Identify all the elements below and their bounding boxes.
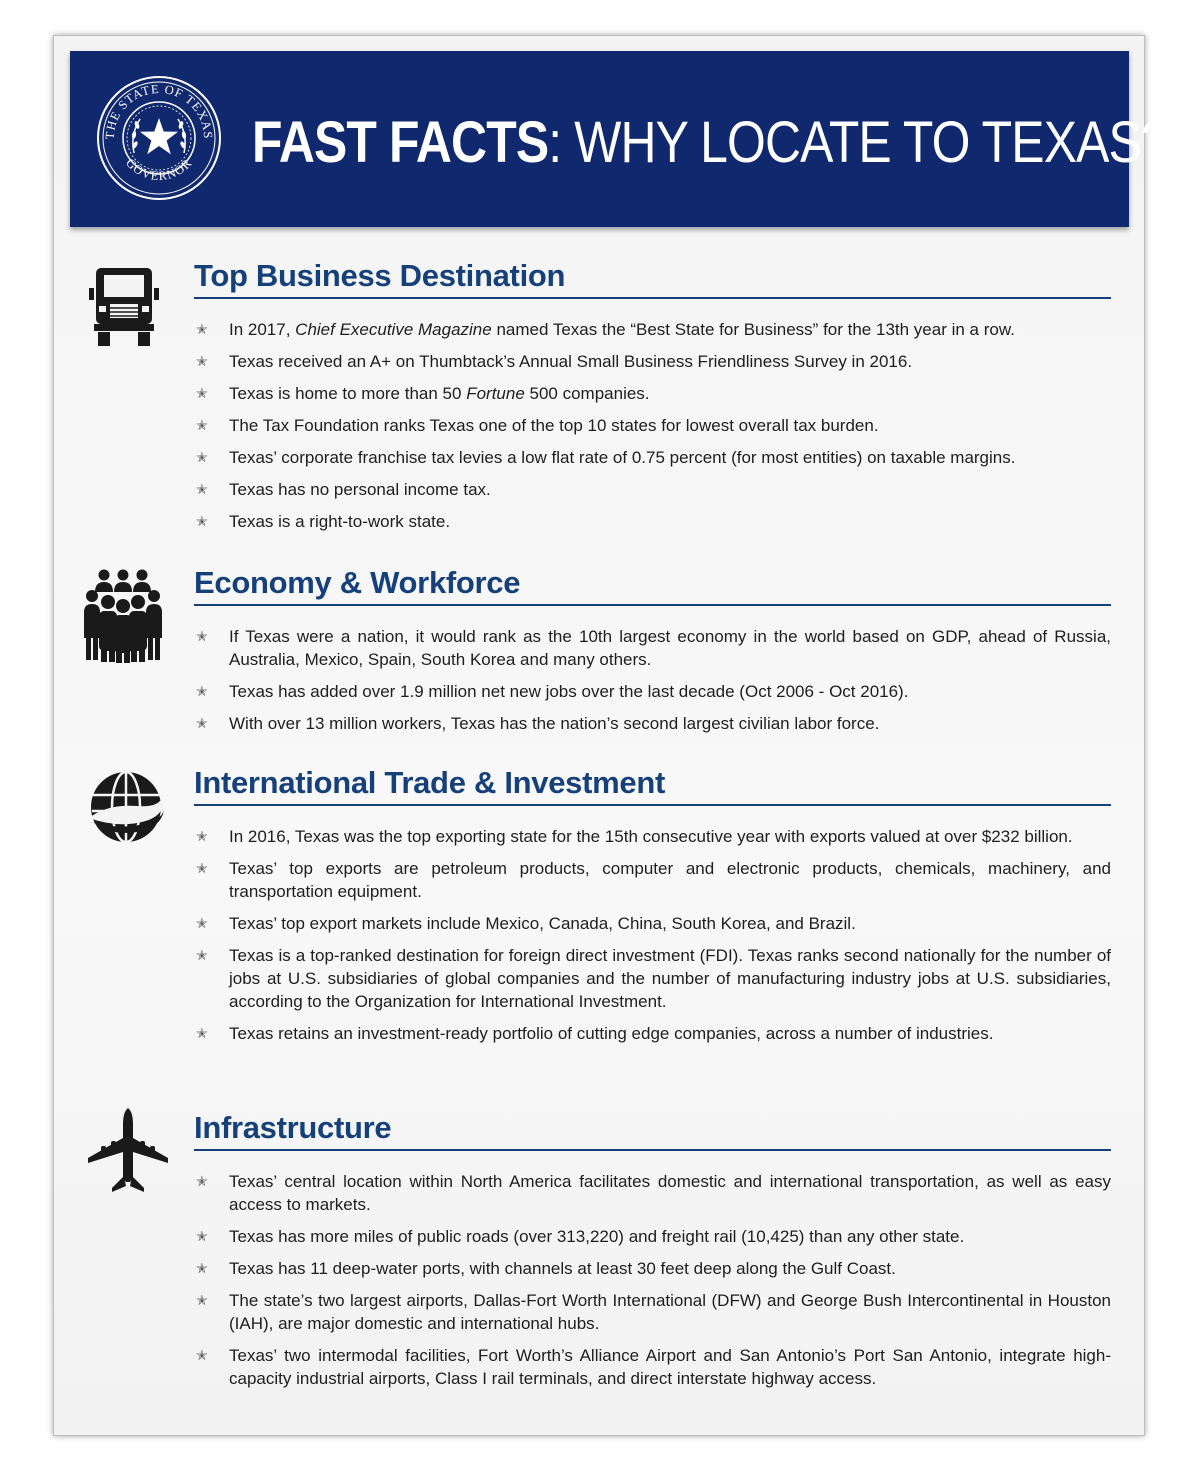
star-bullet-icon: ✭ <box>196 417 208 433</box>
seal-bottom-text: GOVERNOR <box>123 155 195 184</box>
list-item: ✭ Texas’ central location within North America facilitates domestic and international transportation, as well as easy access to markets. <box>196 1172 1111 1214</box>
list-item: ✭ Texas received an A+ on Thumbtack’s Annual Small Business Friendliness Survey in 2016. <box>196 352 913 371</box>
list-item: ✭ Texas is a top-ranked destination for foreign direct investment (FDI). Texas ranks second nationally for the number of jobs at U.S. subsidiaries of global companies and the number of manufacturing industry jobs at U.S. subsidiaries, according to the Organization for International Investment. <box>196 946 1111 1011</box>
star-bullet-icon: ✭ <box>196 1228 208 1244</box>
svg-text:GOVERNOR <box>123 156 195 183</box>
section-heading-top-business: Top Business Destination <box>194 258 1111 299</box>
star-bullet-icon: ✭ <box>196 947 208 963</box>
truck-icon <box>88 266 160 348</box>
star-bullet-icon: ✭ <box>196 1260 208 1276</box>
star-bullet-icon: ✭ <box>196 1292 208 1308</box>
list-item: ✭ Texas’ top exports are petroleum products, computer and electronic products, chemicals, machinery, and transportation equipment. <box>196 859 1111 901</box>
title-rest: : WHY LOCATE TO TEXAS? <box>548 110 1168 175</box>
airplane-icon <box>86 1108 170 1198</box>
star-bullet-icon: ✭ <box>196 860 208 876</box>
list-item: ✭ If Texas were a nation, it would rank as the 10th largest economy in the world based on GDP, ahead of Russia, Australia, Mexico, Spain, South Korea and many others. <box>196 627 1111 669</box>
fact-list-infrastructure <box>194 1170 1111 1399</box>
list-item: ✭ Texas has added over 1.9 million net new jobs over the last decade (Oct 2006 - Oct 2016). <box>196 682 909 701</box>
star-bullet-icon: ✭ <box>196 715 208 731</box>
list-item: ✭ With over 13 million workers, Texas has the nation’s second largest civilian labor force. <box>196 714 880 733</box>
star-bullet-icon: ✭ <box>196 449 208 465</box>
page-title <box>252 108 1168 178</box>
globe-icon <box>87 766 165 848</box>
star-bullet-icon: ✭ <box>196 353 208 369</box>
fact-list-top-business <box>194 318 1111 542</box>
star-bullet-icon: ✭ <box>196 385 208 401</box>
list-item: ✭ Texas’ two intermodal facilities, Fort Worth’s Alliance Airport and San Antonio’s Port San Antonio, integrate high-capacity industrial airports, Class I rail terminals, and direct interstate highway access. <box>196 1346 1111 1388</box>
workforce-people-icon <box>82 568 164 664</box>
star-bullet-icon: ✭ <box>196 683 208 699</box>
list-item: ✭ Texas is a right-to-work state. <box>196 512 451 531</box>
section-heading-economy: Economy & Workforce <box>194 565 1111 606</box>
star-bullet-icon: ✭ <box>196 1173 208 1189</box>
list-item: ✭ Texas has more miles of public roads (over 313,220) and freight rail (10,425) than any other state. <box>196 1227 965 1246</box>
list-item: ✭ Texas has no personal income tax. <box>196 480 491 499</box>
list-item: ✭ Texas is home to more than 50 Fortune 500 companies. <box>196 384 650 403</box>
section-heading-infrastructure: Infrastructure <box>194 1110 1111 1151</box>
list-item: ✭ Texas has 11 deep-water ports, with channels at least 30 feet deep along the Gulf Coast. <box>196 1259 896 1278</box>
star-bullet-icon: ✭ <box>196 1025 208 1041</box>
star-bullet-icon: ✭ <box>196 481 208 497</box>
list-item: ✭ Texas retains an investment-ready portfolio of cutting edge companies, across a number of industries. <box>196 1024 994 1043</box>
fact-list-economy <box>194 625 1111 744</box>
list-item: ✭ In 2016, Texas was the top exporting state for the 15th consecutive year with exports valued at over $232 billion. <box>196 827 1073 846</box>
star-bullet-icon: ✭ <box>196 1347 208 1363</box>
list-item: ✭ Texas’ top export markets include Mexico, Canada, China, South Korea, and Brazil. <box>196 914 856 933</box>
title-bold: FAST FACTS <box>252 110 549 175</box>
star-bullet-icon: ✭ <box>196 828 208 844</box>
fact-list-international-trade <box>194 825 1111 1054</box>
list-item: ✭ Texas’ corporate franchise tax levies a low flat rate of 0.75 percent (for most entities) on taxable margins. <box>196 448 1016 467</box>
list-item: ✭ The Tax Foundation ranks Texas one of the top 10 states for lowest overall tax burden. <box>196 416 879 435</box>
list-item: ✭ The state’s two largest airports, Dallas-Fort Worth International (DFW) and George Bush Intercontinental in Houston (IAH), are major domestic and international hubs. <box>196 1291 1111 1333</box>
list-item: ✭ In 2017, Chief Executive Magazine named Texas the “Best State for Business” for the 13th year in a row. <box>196 320 1015 339</box>
star-bullet-icon: ✭ <box>196 513 208 529</box>
section-heading-international-trade: International Trade & Investment <box>194 765 1111 806</box>
governor-seal-icon <box>96 75 222 201</box>
star-bullet-icon: ✭ <box>196 628 208 644</box>
seal-top-text: THE STATE OF TEXAS <box>102 81 216 140</box>
star-bullet-icon: ✭ <box>196 915 208 931</box>
star-bullet-icon: ✭ <box>196 321 208 337</box>
